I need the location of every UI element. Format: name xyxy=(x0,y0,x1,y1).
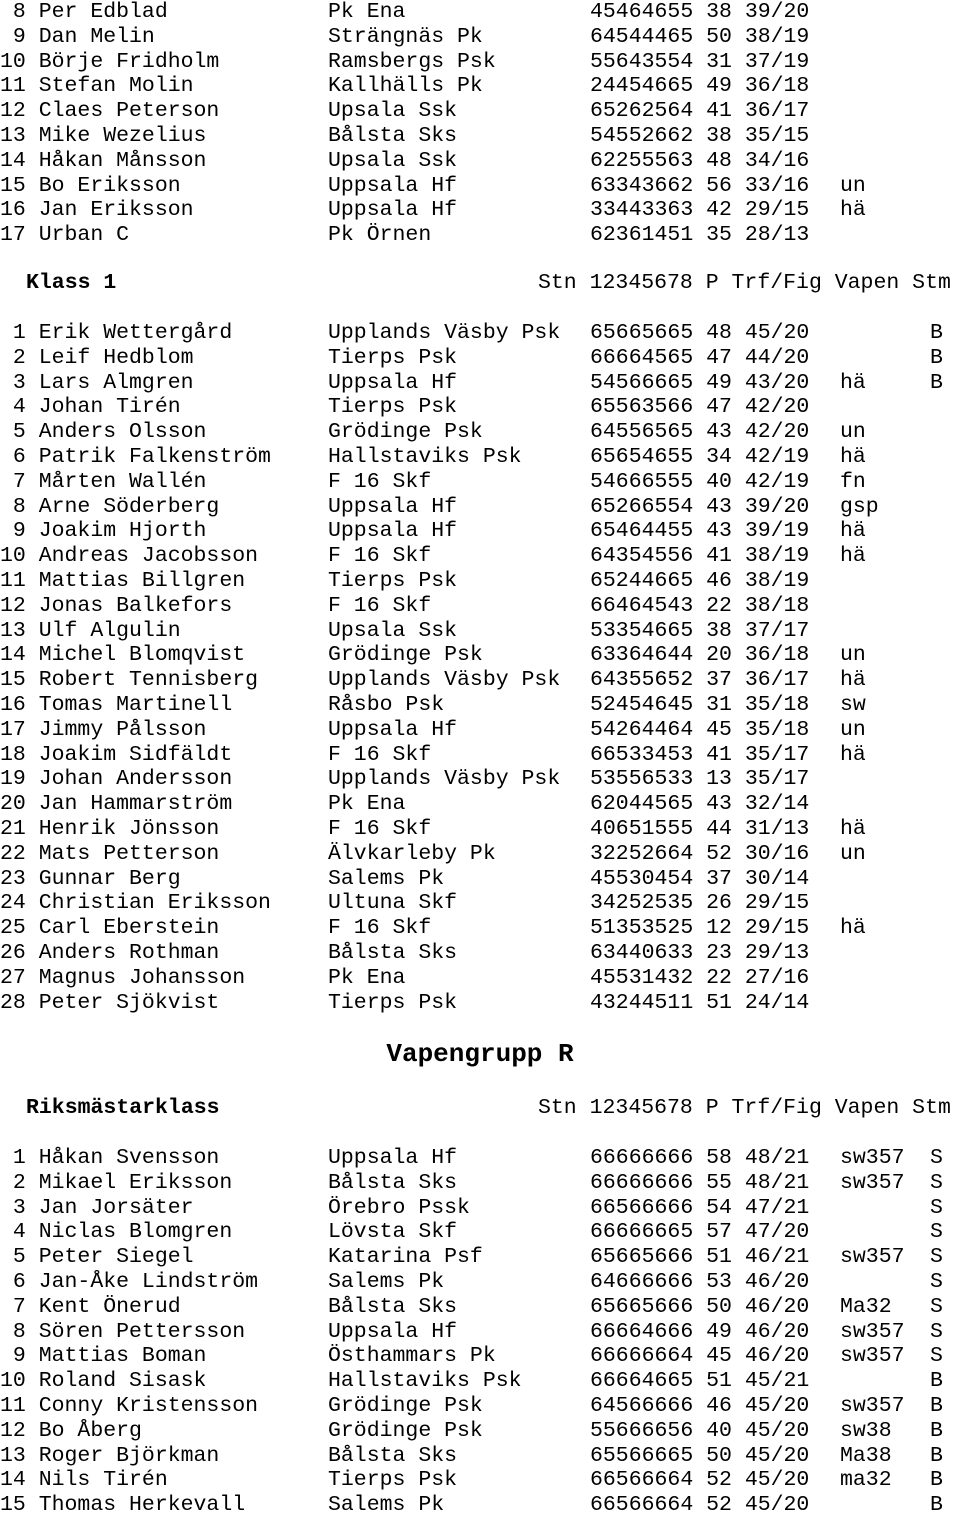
shooter-name: 15 Thomas Herkevall xyxy=(0,1493,246,1518)
score-string: 63364644 20 36/18 xyxy=(590,643,810,668)
result-row xyxy=(0,346,960,371)
result-row xyxy=(0,619,960,644)
shooter-name: 1 Erik Wettergård xyxy=(0,321,233,345)
result-row xyxy=(0,891,960,916)
score-string: 45464655 38 39/20 xyxy=(590,0,810,24)
club-name: F 16 Skf xyxy=(328,817,432,841)
result-row xyxy=(0,1394,960,1419)
weapon-note: hä xyxy=(840,370,866,395)
score-string: 53354665 38 37/17 xyxy=(590,618,810,643)
shooter-name: 15 Bo Eriksson xyxy=(0,173,181,198)
badge-mark: S xyxy=(930,1319,943,1344)
weapon-note: sw357 xyxy=(840,1344,905,1369)
weapon-note: sw357 xyxy=(840,1170,905,1195)
weapon-note: sw357 xyxy=(840,1394,905,1418)
weapon-note: hä xyxy=(840,544,866,569)
result-row xyxy=(0,817,960,842)
club-name: Grödinge Psk xyxy=(328,643,483,668)
shooter-name: 13 Roger Björkman xyxy=(0,1443,220,1468)
result-row xyxy=(0,198,960,223)
result-row xyxy=(0,445,960,470)
club-name: Bålsta Sks xyxy=(328,1170,458,1195)
score-string: 45530454 37 30/14 xyxy=(590,866,810,891)
club-name: Bålsta Sks xyxy=(328,1443,458,1468)
score-string: 66664565 47 44/20 xyxy=(590,345,810,370)
score-string: 66666665 57 47/20 xyxy=(590,1220,810,1245)
badge-mark: B xyxy=(930,1443,943,1468)
result-row xyxy=(0,1220,960,1245)
club-name: Uppsala Hf xyxy=(328,370,458,395)
badge-mark: B xyxy=(930,1468,943,1493)
weapon-note: sw357 xyxy=(840,1245,905,1270)
shooter-name: 25 Carl Eberstein xyxy=(0,916,220,941)
club-name: Pk Ena xyxy=(328,965,406,990)
result-row xyxy=(0,174,960,199)
shooter-name: 16 Jan Eriksson xyxy=(0,198,194,223)
shooter-name: 3 Lars Almgren xyxy=(0,370,194,395)
club-name: Uppsala Hf xyxy=(328,519,458,544)
club-name: Uppsala Hf xyxy=(328,494,458,519)
score-string: 40651555 44 31/13 xyxy=(590,817,810,841)
score-string: 65262564 41 36/17 xyxy=(590,99,810,124)
score-string: 64355652 37 36/17 xyxy=(590,668,810,693)
shooter-name: 9 Joakim Hjorth xyxy=(0,519,207,544)
badge-mark: S xyxy=(930,1146,943,1170)
club-name: Tierps Psk xyxy=(328,395,458,420)
result-row xyxy=(0,842,960,867)
score-string: 66666664 45 46/20 xyxy=(590,1344,810,1369)
shooter-name: 21 Henrik Jönsson xyxy=(0,817,220,841)
result-row xyxy=(0,1295,960,1320)
result-row xyxy=(0,1320,960,1345)
result-row xyxy=(0,25,960,50)
result-row xyxy=(0,594,960,619)
shooter-name: 10 Roland Sisask xyxy=(0,1369,207,1394)
score-string: 66666666 58 48/21 xyxy=(590,1146,810,1170)
result-row xyxy=(0,50,960,75)
shooter-name: 12 Jonas Balkefors xyxy=(0,593,233,618)
club-name: Lövsta Skf xyxy=(328,1220,458,1245)
weapon-note: gsp xyxy=(840,494,879,519)
result-row xyxy=(0,693,960,718)
score-string: 65244665 46 38/19 xyxy=(590,569,810,593)
score-string: 55666656 40 45/20 xyxy=(590,1418,810,1443)
shooter-name: 14 Håkan Månsson xyxy=(0,148,207,173)
score-string: 66464543 22 38/18 xyxy=(590,593,810,618)
score-string: 64566666 46 45/20 xyxy=(590,1394,810,1418)
weapon-note: sw38 xyxy=(840,1418,892,1443)
result-row xyxy=(0,1493,960,1518)
result-row xyxy=(0,743,960,768)
shooter-name: 22 Mats Petterson xyxy=(0,841,220,866)
score-string: 65563566 47 42/20 xyxy=(590,395,810,420)
club-name: Salems Pk xyxy=(328,1270,445,1294)
shooter-name: 24 Christian Eriksson xyxy=(0,891,271,916)
shooter-name: 3 Jan Jorsäter xyxy=(0,1195,194,1220)
shooter-name: 14 Nils Tirén xyxy=(0,1468,168,1493)
score-string: 64556565 43 42/20 xyxy=(590,420,810,445)
score-string: 65665665 48 45/20 xyxy=(590,321,810,345)
shooter-name: 14 Michel Blomqvist xyxy=(0,643,246,668)
shooter-name: 2 Leif Hedblom xyxy=(0,345,194,370)
score-string: 65665666 51 46/21 xyxy=(590,1245,810,1270)
result-row xyxy=(0,966,960,991)
club-name: Kallhälls Pk xyxy=(328,74,483,99)
result-row xyxy=(0,792,960,817)
result-row xyxy=(0,941,960,966)
weapon-note: sw357 xyxy=(840,1146,905,1170)
result-row xyxy=(0,1419,960,1444)
result-row xyxy=(0,1196,960,1221)
club-name: F 16 Skf xyxy=(328,916,432,941)
shooter-name: 7 Mårten Wallén xyxy=(0,469,207,494)
club-name: Östhammars Pk xyxy=(328,1344,496,1369)
score-string: 52454645 31 35/18 xyxy=(590,693,810,717)
shooter-name: 11 Mattias Billgren xyxy=(0,569,246,593)
score-string: 62255563 48 34/16 xyxy=(590,148,810,173)
shooter-name: 1 Håkan Svensson xyxy=(0,1146,220,1170)
shooter-name: 2 Mikael Eriksson xyxy=(0,1170,233,1195)
result-row xyxy=(0,569,960,594)
club-name: Tierps Psk xyxy=(328,569,458,593)
club-name: Bålsta Sks xyxy=(328,1294,458,1319)
score-string: 64666666 53 46/20 xyxy=(590,1270,810,1294)
score-string: 63440633 23 29/13 xyxy=(590,941,810,965)
score-string: 65566665 50 45/20 xyxy=(590,1443,810,1468)
badge-mark: S xyxy=(930,1220,943,1245)
club-name: F 16 Skf xyxy=(328,544,432,569)
shooter-name: 16 Tomas Martinell xyxy=(0,693,233,717)
weapon-note: Ma38 xyxy=(840,1443,892,1468)
class-title: Klass 1 xyxy=(26,271,117,295)
weapon-note: un xyxy=(840,643,866,668)
club-name: F 16 Skf xyxy=(328,469,432,494)
club-name: F 16 Skf xyxy=(328,742,432,767)
shooter-name: 11 Stefan Molin xyxy=(0,74,194,99)
club-name: Tierps Psk xyxy=(328,345,458,370)
club-name: Salems Pk xyxy=(328,866,445,891)
shooter-name: 5 Anders Olsson xyxy=(0,420,207,445)
club-name: Grödinge Psk xyxy=(328,1394,483,1418)
club-name: F 16 Skf xyxy=(328,593,432,618)
column-headers: Stn 12345678 P Trf/Fig Vapen Stm xyxy=(538,1096,951,1120)
shooter-name: 17 Urban C xyxy=(0,223,130,248)
weapon-note: hä xyxy=(840,445,866,469)
club-name: Ramsbergs Psk xyxy=(328,49,496,74)
badge-mark: S xyxy=(930,1195,943,1220)
score-string: 34252535 26 29/15 xyxy=(590,891,810,916)
club-name: Hallstaviks Psk xyxy=(328,1369,522,1394)
class-title: Riksmästarklass xyxy=(26,1096,220,1120)
club-name: Bålsta Sks xyxy=(328,124,458,148)
club-name: Salems Pk xyxy=(328,1493,445,1518)
club-name: Upplands Väsby Psk xyxy=(328,668,561,693)
result-row xyxy=(0,1444,960,1469)
result-row xyxy=(0,1171,960,1196)
club-name: Pk Ena xyxy=(328,0,406,24)
weapon-note: hä xyxy=(840,742,866,767)
weapon-note: un xyxy=(840,841,866,866)
badge-mark: S xyxy=(930,1294,943,1319)
club-name: Älvkarleby Pk xyxy=(328,841,496,866)
weapon-note: hä xyxy=(840,519,866,544)
result-row xyxy=(0,767,960,792)
result-row xyxy=(0,470,960,495)
badge-mark: S xyxy=(930,1270,943,1294)
score-string: 64544465 50 38/19 xyxy=(590,24,810,49)
club-name: Uppsala Hf xyxy=(328,1146,458,1170)
result-row xyxy=(0,544,960,569)
weapon-note: un xyxy=(840,420,866,445)
result-row xyxy=(0,1146,960,1171)
club-name: Pk Ena xyxy=(328,792,406,817)
shooter-name: 7 Kent Önerud xyxy=(0,1294,181,1319)
club-name: Upplands Väsby Psk xyxy=(328,321,561,345)
result-row xyxy=(0,0,960,25)
score-string: 51353525 12 29/15 xyxy=(590,916,810,941)
shooter-name: 18 Joakim Sidfäldt xyxy=(0,742,233,767)
result-row xyxy=(0,371,960,396)
badge-mark: B xyxy=(930,1418,943,1443)
shooter-name: 11 Conny Kristensson xyxy=(0,1394,259,1418)
weapon-note: fn xyxy=(840,469,866,494)
badge-mark: B xyxy=(930,1369,943,1394)
club-name: Strängnäs Pk xyxy=(328,24,483,49)
shooter-name: 8 Arne Söderberg xyxy=(0,494,220,519)
result-row xyxy=(0,916,960,941)
club-name: Råsbo Psk xyxy=(328,693,445,717)
result-row xyxy=(0,223,960,248)
result-row xyxy=(0,1344,960,1369)
badge-mark: B xyxy=(930,1493,943,1518)
badge-mark: S xyxy=(930,1344,943,1369)
club-name: Bålsta Sks xyxy=(328,941,458,965)
score-string: 62044565 43 32/14 xyxy=(590,792,810,817)
score-string: 54264464 45 35/18 xyxy=(590,717,810,742)
shooter-name: 26 Anders Rothman xyxy=(0,941,220,965)
shooter-name: 15 Robert Tennisberg xyxy=(0,668,259,693)
score-string: 24454665 49 36/18 xyxy=(590,74,810,99)
weapon-note: sw357 xyxy=(840,1319,905,1344)
shooter-name: 12 Bo Åberg xyxy=(0,1418,142,1443)
weapon-note: Ma32 xyxy=(840,1294,892,1319)
result-row xyxy=(0,1468,960,1493)
shooter-name: 8 Per Edblad xyxy=(0,0,168,24)
shooter-name: 19 Johan Andersson xyxy=(0,767,233,792)
score-string: 66566664 52 45/20 xyxy=(590,1493,810,1518)
club-name: Tierps Psk xyxy=(328,990,458,1015)
club-name: Grödinge Psk xyxy=(328,1418,483,1443)
score-string: 66664666 49 46/20 xyxy=(590,1319,810,1344)
result-row xyxy=(0,643,960,668)
weapon-note: hä xyxy=(840,668,866,693)
club-name: Upplands Väsby Psk xyxy=(328,767,561,792)
result-row xyxy=(0,991,960,1016)
shooter-name: 28 Peter Sjökvist xyxy=(0,990,220,1015)
result-row xyxy=(0,149,960,174)
score-string: 63343662 56 33/16 xyxy=(590,173,810,198)
result-row xyxy=(0,124,960,149)
club-name: Uppsala Hf xyxy=(328,198,458,223)
shooter-name: 10 Börje Fridholm xyxy=(0,49,220,74)
result-row xyxy=(0,1270,960,1295)
shooter-name: 4 Johan Tirén xyxy=(0,395,181,420)
weapon-note: un xyxy=(840,173,866,198)
club-name: Uppsala Hf xyxy=(328,173,458,198)
result-row xyxy=(0,99,960,124)
shooter-name: 4 Niclas Blomgren xyxy=(0,1220,233,1245)
shooter-name: 8 Sören Pettersson xyxy=(0,1319,246,1344)
club-name: Ultuna Skf xyxy=(328,891,458,916)
club-name: Hallstaviks Psk xyxy=(328,445,522,469)
weapon-note: hä xyxy=(840,817,866,841)
shooter-name: 9 Mattias Boman xyxy=(0,1344,207,1369)
weapon-note: hä xyxy=(840,198,866,223)
score-string: 53556533 13 35/17 xyxy=(590,767,810,792)
result-row xyxy=(0,74,960,99)
score-string: 65266554 43 39/20 xyxy=(590,494,810,519)
class-header xyxy=(0,1096,960,1121)
score-string: 66533453 41 35/17 xyxy=(590,742,810,767)
badge-mark: B xyxy=(930,1394,943,1418)
club-name: Uppsala Hf xyxy=(328,1319,458,1344)
club-name: Örebro Pssk xyxy=(328,1195,470,1220)
score-string: 54566665 49 43/20 xyxy=(590,370,810,395)
score-string: 32252664 52 30/16 xyxy=(590,841,810,866)
class-header xyxy=(0,271,960,296)
score-string: 66664665 51 45/21 xyxy=(590,1369,810,1394)
shooter-name: 12 Claes Peterson xyxy=(0,99,220,124)
club-name: Upsala Ssk xyxy=(328,148,458,173)
score-string: 66566666 54 47/21 xyxy=(590,1195,810,1220)
result-row xyxy=(0,867,960,892)
club-name: Upsala Ssk xyxy=(328,99,458,124)
club-name: Tierps Psk xyxy=(328,1468,458,1493)
shooter-name: 5 Peter Siegel xyxy=(0,1245,194,1270)
score-string: 66666666 55 48/21 xyxy=(590,1170,810,1195)
score-string: 33443363 42 29/15 xyxy=(590,198,810,223)
shooter-name: 6 Jan-Åke Lindström xyxy=(0,1270,259,1294)
shooter-name: 9 Dan Melin xyxy=(0,24,155,49)
badge-mark: S xyxy=(930,1245,943,1270)
result-row xyxy=(0,519,960,544)
score-string: 54666555 40 42/19 xyxy=(590,469,810,494)
shooter-name: 17 Jimmy Pålsson xyxy=(0,717,207,742)
weapon-note: ma32 xyxy=(840,1468,892,1493)
score-string: 43244511 51 24/14 xyxy=(590,990,810,1015)
shooter-name: 10 Andreas Jacobsson xyxy=(0,544,259,569)
club-name: Pk Örnen xyxy=(328,223,432,248)
shooter-name: 6 Patrik Falkenström xyxy=(0,445,271,469)
badge-mark: B xyxy=(930,345,943,370)
result-row xyxy=(0,1245,960,1270)
club-name: Grödinge Psk xyxy=(328,420,483,445)
score-string: 54552662 38 35/15 xyxy=(590,124,810,148)
column-headers: Stn 12345678 P Trf/Fig Vapen Stm xyxy=(538,271,951,295)
score-string: 45531432 22 27/16 xyxy=(590,965,810,990)
badge-mark: S xyxy=(930,1170,943,1195)
badge-mark: B xyxy=(930,370,943,395)
club-name: Upsala Ssk xyxy=(328,618,458,643)
score-string: 65654655 34 42/19 xyxy=(590,445,810,469)
score-string: 64354556 41 38/19 xyxy=(590,544,810,569)
score-string: 66566664 52 45/20 xyxy=(590,1468,810,1493)
weapon-note: hä xyxy=(840,916,866,941)
weapon-note: un xyxy=(840,717,866,742)
shooter-name: 13 Ulf Algulin xyxy=(0,618,181,643)
weapon-note: sw xyxy=(840,693,866,717)
shooter-name: 27 Magnus Johansson xyxy=(0,965,246,990)
shooter-name: 13 Mike Wezelius xyxy=(0,124,207,148)
score-string: 62361451 35 28/13 xyxy=(590,223,810,248)
score-string: 65665666 50 46/20 xyxy=(590,1294,810,1319)
result-row xyxy=(0,321,960,346)
club-name: Uppsala Hf xyxy=(328,717,458,742)
result-row xyxy=(0,668,960,693)
result-row xyxy=(0,420,960,445)
result-row xyxy=(0,395,960,420)
shooter-name: 20 Jan Hammarström xyxy=(0,792,233,817)
score-string: 65464455 43 39/19 xyxy=(590,519,810,544)
result-row xyxy=(0,718,960,743)
club-name: Katarina Psf xyxy=(328,1245,483,1270)
result-row xyxy=(0,495,960,520)
shooter-name: 23 Gunnar Berg xyxy=(0,866,181,891)
result-row xyxy=(0,1369,960,1394)
section-title: Vapengrupp R xyxy=(386,1039,574,1069)
badge-mark: B xyxy=(930,321,943,345)
score-string: 55643554 31 37/19 xyxy=(590,49,810,74)
